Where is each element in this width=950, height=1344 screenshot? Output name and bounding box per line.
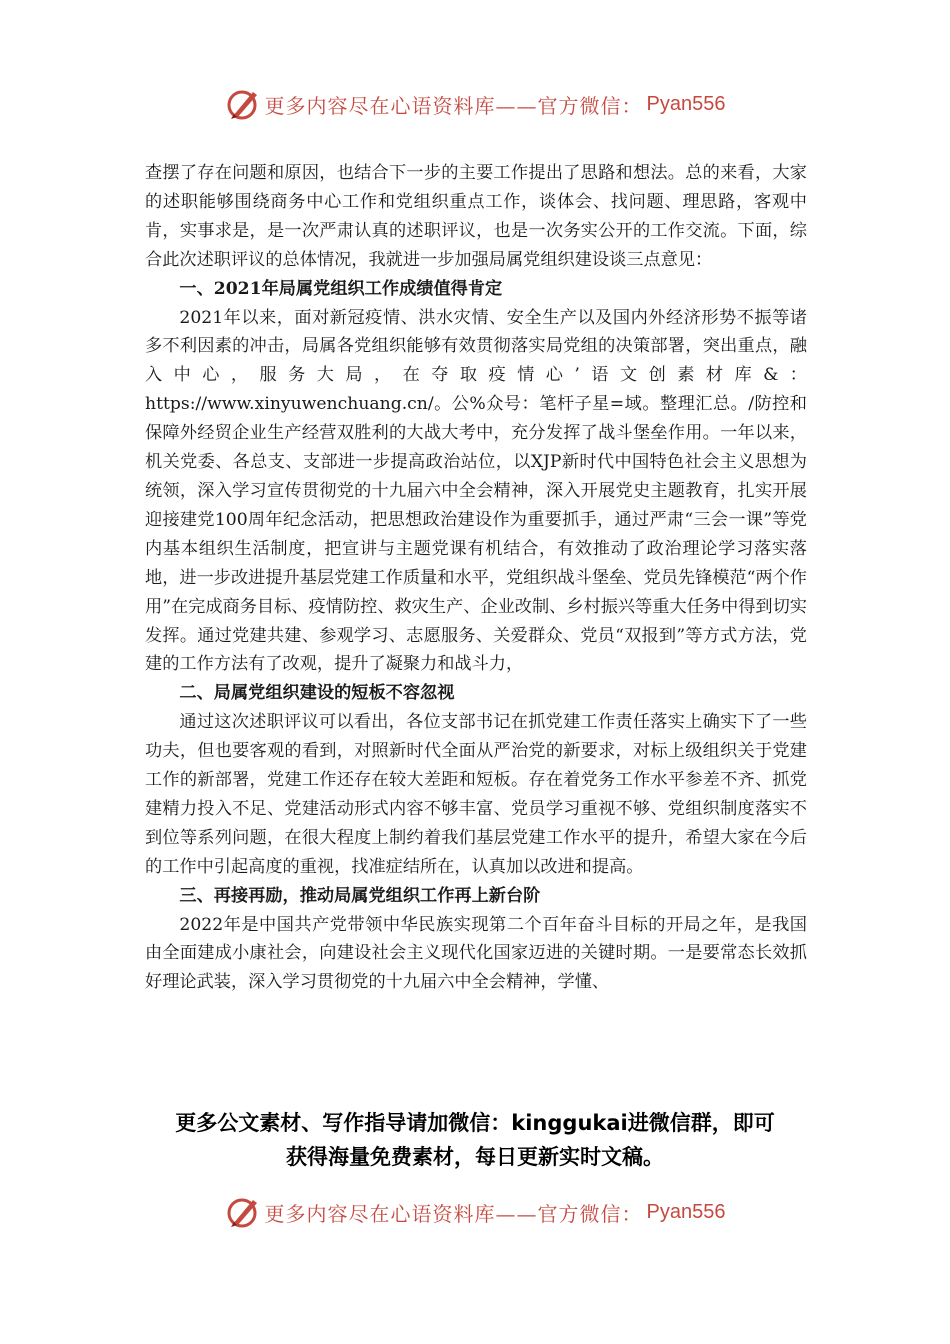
pen-logo-icon	[225, 1194, 261, 1230]
footer-banner	[0, 1192, 950, 1232]
header-banner-text: 更多内容尽在心语资料库——官方微信：	[264, 93, 643, 118]
document-body	[145, 159, 807, 997]
section-paragraph-1: 2021年以来，面对新冠疫情、洪水灾情、安全生产以及国内外经济形势不振等诸多不利因素的冲击，局属各党组织能够有效贯彻落实局党组的决策部署，突出重点，融入中心，服务大局，在夺取疫情心’语文创素材库&：https://www.xinyuwenchuang.cn/。公%众号：笔杆子星=域。整理汇总。/防控和保障外经贸企业生产经营双胜利的大战大考中，充分发挥了战斗堡垒作用。一年以来，机关党委、各总支、支部进一步提高政治站位，以XJP新时代中国特色社会主义思想为统领，深入学习宣传贯彻党的十九届六中全会精神，深入开展党史主题教育，扎实开展迎接建党100周年纪念活动，把思想政治建设作为重要抓手，通过严肃“三会一课”等党内基本组织生活制度，把宣讲与主题党课有机结合，有效推动了政治理论学习落实落地，进一步改进提升基层党建工作质量和水平，党组织战斗堡垒、党员先锋模范“两个作用”在完成商务目标、疫情防控、救灾生产、企业改制、乡村振兴等重大任务中得到切实发挥。通过党建共建、参观学习、志愿服务、关爱群众、党员“双报到”等方式方法，党建的工作方法有了改观，提升了凝聚力和战斗力，	[145, 307, 807, 675]
promo-notice	[0, 1106, 950, 1174]
pen-logo-icon	[225, 86, 261, 122]
promo-line-2: 获得海量免费素材，每日更新实时文稿。	[286, 1145, 664, 1169]
section-paragraph-2: 通过这次述职评议可以看出，各位支部书记在抓党建工作责任落实上确实下了一些功夫，但也要客观的看到，对照新时代全面从严治党的新要求，对标上级组织关于党建工作的新部署，党建工作还存在较大差距和短板。存在着党务工作水平参差不齐、抓党建精力投入不足、党建活动形式内容不够丰富、党员学习重视不够、党组织制度落实不到位等系列问题，在很大程度上制约着我们基层党建工作水平的提升，希望大家在今后的工作中引起高度的重视，找准症结所在，认真加以改进和提高。	[145, 712, 807, 877]
section-paragraph-3: 2022年是中国共产党带领中华民族实现第二个百年奋斗目标的开局之年，是我国由全面建成小康社会，向建设社会主义现代化国家迈进的关键时期。一是要常态长效抓好理论武装，深入学习贯彻党的十九届六中全会精神，学懂、	[145, 914, 807, 993]
section-heading-2: 二、局属党组织建设的短板不容忽视	[179, 683, 455, 704]
section-heading-3: 三、再接再励，推动局属党组织工作再上新台阶	[179, 885, 541, 906]
header-banner	[0, 84, 950, 124]
footer-banner-text: 更多内容尽在心语资料库——官方微信：	[264, 1201, 643, 1226]
section-heading-1: 一、2021年局属党组织工作成绩值得肯定	[179, 278, 503, 299]
footer-wechat-id: Pyan556	[646, 1200, 726, 1223]
header-wechat-id: Pyan556	[646, 92, 726, 115]
promo-line-1: 更多公文素材、写作指导请加微信：kinggukai进微信群，即可	[175, 1111, 775, 1135]
intro-paragraph: 查摆了存在问题和原因，也结合下一步的主要工作提出了思路和想法。总的来看，大家的述职能够围绕商务中心工作和党组织重点工作，谈体会、找问题、理思路，客观中肯，实事求是，是一次严肃认真的述职评议，也是一次务实公开的工作交流。下面，综合此次述职评议的总体情况，我就进一步加强局属党组织建设谈三点意见：	[145, 163, 807, 270]
